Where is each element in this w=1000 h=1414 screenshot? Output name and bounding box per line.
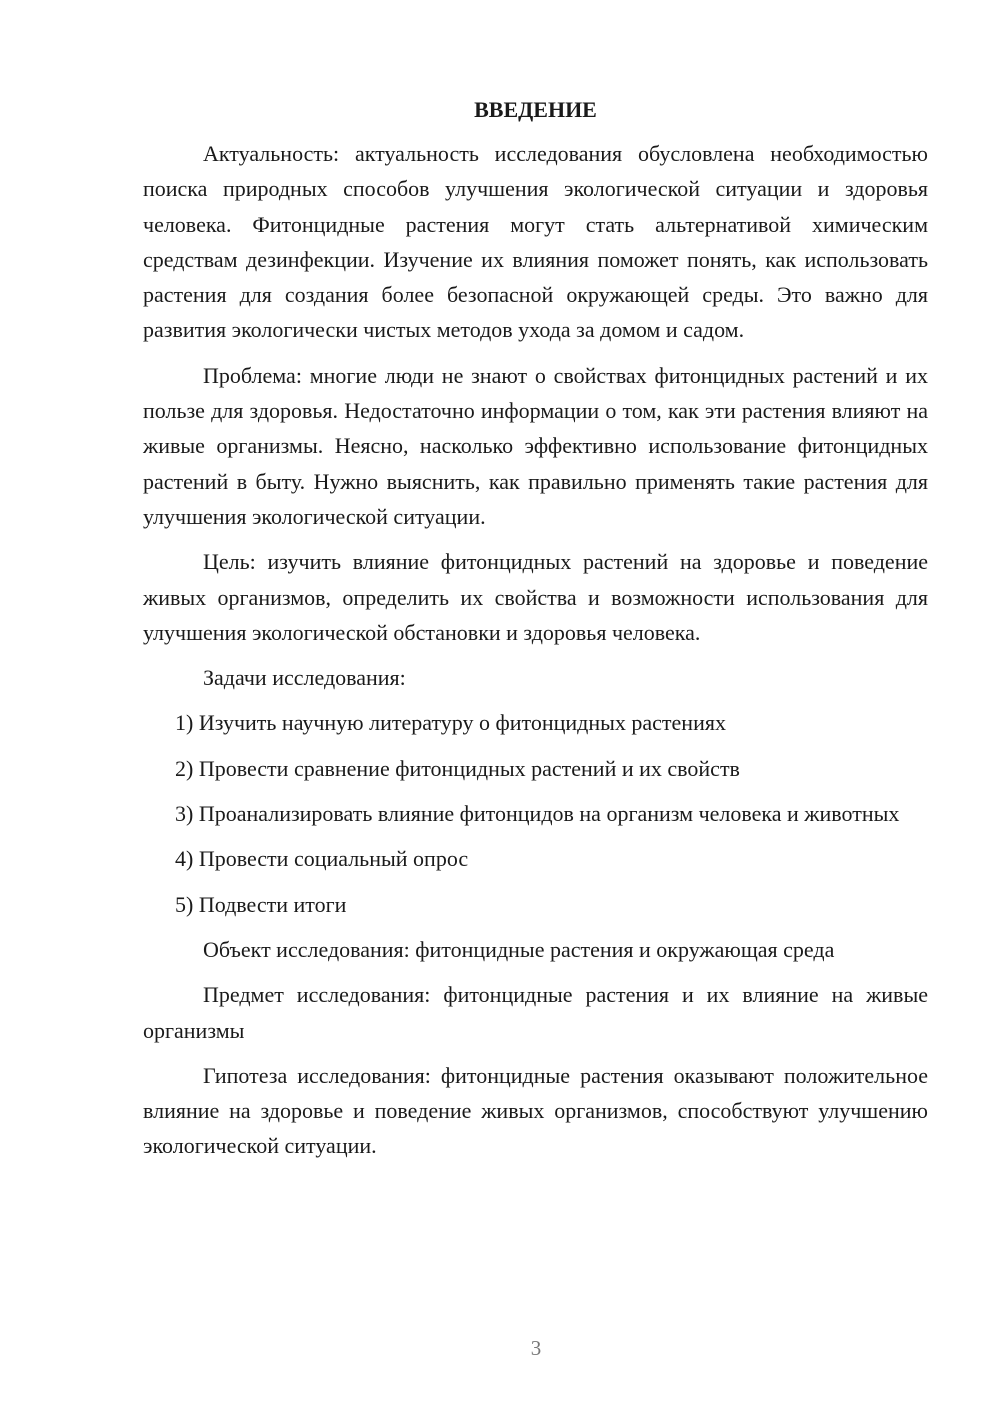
task-item-5: 5) Подвести итоги	[175, 891, 347, 917]
subject-paragraph: Предмет исследования: фитонцидные растения и их влияние на живые организмы	[143, 982, 928, 1043]
page-content	[143, 96, 928, 1174]
problem-paragraph: Проблема: многие люди не знают о свойствах фитонцидных растений и их пользе для здоровья. Недостаточно информации о том, как эти растения влияют на живые организмы. Неясно, насколько эффективно использование фитонцидных растений в быту. Нужно выяснить, как правильно применять такие растения для улучшения экологической ситуации.	[143, 362, 928, 529]
task-item-1: 1) Изучить научную литературу о фитонцидных растениях	[175, 710, 726, 736]
object-paragraph: Объект исследования: фитонцидные растения и окружающая среда	[203, 936, 835, 962]
hypothesis-paragraph: Гипотеза исследования: фитонцидные растения оказывают положительное влияние на здоровье и поведение живых организмов, способствуют улучшению экологической ситуации.	[143, 1062, 928, 1159]
task-item-3: 3) Проанализировать влияние фитонцидов на организм человека и животных	[175, 801, 900, 827]
task-item-4: 4) Провести социальный опрос	[175, 846, 469, 872]
page-number: 3	[530, 1336, 542, 1360]
relevance-paragraph: Актуальность: актуальность исследования обусловлена необходимостью поиска природных способов улучшения экологической ситуации и здоровья человека. Фитонцидные растения могут стать альтернативой химическим средствам дезинфекции. Изучение их влияния поможет понять, как использовать растения для создания более безопасной окружающей среды. Это важно для развития экологически чистых методов ухода за домом и садом.	[143, 141, 928, 343]
page-title: ВВЕДЕНИЕ	[474, 97, 597, 122]
goal-paragraph: Цель: изучить влияние фитонцидных растений на здоровье и поведение живых организмов, определить их свойства и возможности использования для улучшения экологической обстановки и здоровья человека.	[143, 549, 928, 645]
tasks-heading: Задачи исследования:	[203, 665, 406, 691]
task-item-2: 2) Провести сравнение фитонцидных растений и их свойств	[175, 755, 740, 781]
